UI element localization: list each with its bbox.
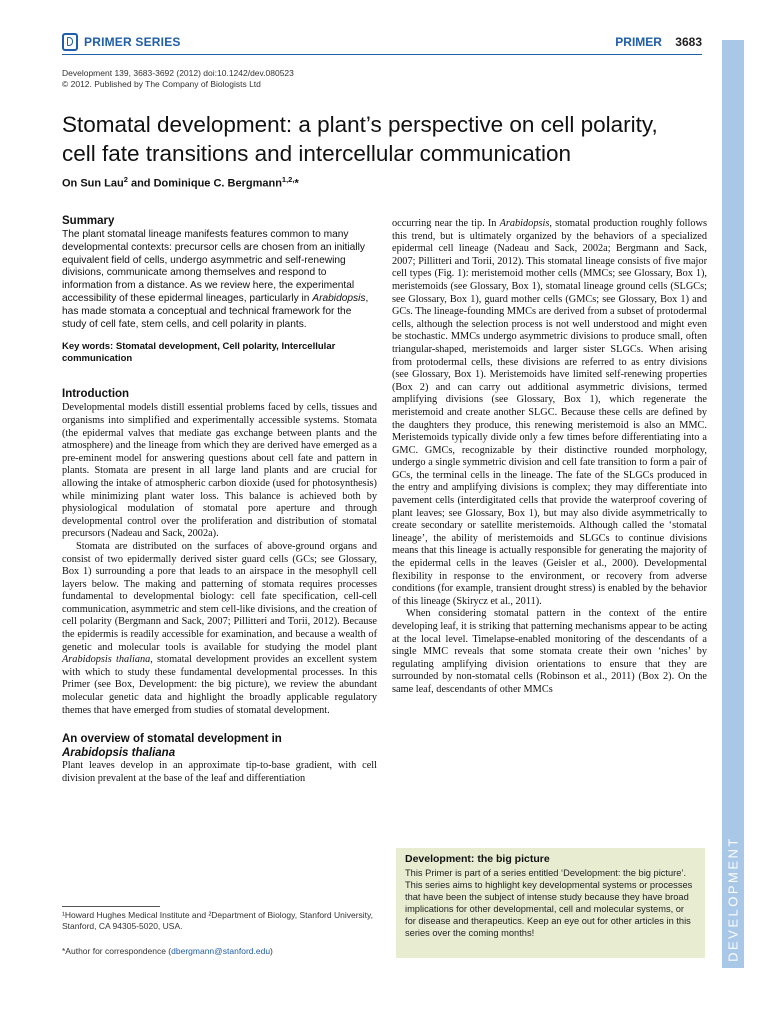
corresponding-star: * [294,177,299,190]
article-title [62,110,722,168]
citation [62,68,294,90]
citation-line-2: © 2012. Published by The Company of Biologists Ltd [62,79,261,89]
author-2-affiliation: 1,2, [281,175,295,184]
author-list [62,175,299,190]
summary-text-part: , has made stomata a conceptual and technical framework for the study of cell fate, stem cells, and cell polarity in plants. [62,292,369,330]
overview-heading [62,732,377,760]
summary-text [62,229,377,331]
footnote-rule [62,906,160,907]
series-name: PRIMER SERIES [84,35,181,49]
overview-paragraph-1: Plant leaves develop in an approximate tip-to-base gradient, with cell division prevalent at the base of the leaf and differentiation [62,760,377,784]
big-picture-box [396,848,705,958]
side-journal-label-text: DEVELOPMENT [725,836,741,962]
right-p1-species: Arabidopsis [499,218,550,229]
author-2: Dominique C. Bergmann [153,177,282,190]
side-band [722,40,744,968]
correspondence-suffix: ) [270,946,273,956]
primer-logo-icon [62,33,78,51]
introduction-paragraph-1: Developmental models distill essential problems faced by cells, tissues and organisms into simplified and experimentally accessible systems. Stomata (the epidermal valves that mediate gas exchange between plants and the atmosphere) and the lineage from which they are derived have emerged as a pre-eminent model for answering questions about cell fate and pattern in plants. Stomata are present in all large land plants and are crucial for allowing the intake of atmospheric carbon dioxide (used for photosynthesis) while minimizing plant water loss. This balance is achieved both by physiological modulation of stomatal pore aperture and through developmental control over the proliferation and distribution of stomatal precursors (Nadeau and Sack, 2002a). [62,402,377,540]
summary-text-species: Arabidopsis [312,292,366,304]
big-picture-title: Development: the big picture [405,853,550,865]
title-line-2: cell fate transitions and intercellular communication [62,141,571,166]
correspondence-footnote [62,946,273,957]
summary-heading: Summary [62,215,115,227]
introduction-paragraph-2 [62,541,377,717]
intro-p2-part: Stomata are distributed on the surfaces of above-ground organs and consist of two epidermally derived sister guard cells (GCs; see Glossary, Box 1) surrounding a pore that leads to an airspace in the mesophyll cell layers below. The making and patterning of stomata requires processes fundamental to developmental biology: cell fate specification, cell-cell communication, asymmetric and stem cell-like divisions, and the creation of cell polarity (Bergmann and Sack, 2007; Pillitteri and Torii, 2012). Because the epidermis is readily accessible for examination, and because a wealth of genetic and molecular tools is available for studying the model plant [62,540,377,653]
intro-p2-species: Arabidopsis thaliana [62,654,151,666]
right-p1-part: occurring near the tip. In [392,218,500,229]
big-picture-text: This Primer is part of a series entitled ‘Development: the big picture’. This series aims to highlight key developmental systems or processes that have been the subject of intense study because they have broad implications for other developmental, cell and molecular systems, or for disease and therapeutics. Keep an eye out for other articles in this series over the coming months! [405,868,693,938]
left-column [62,214,377,785]
correspondence-prefix: *Author for correspondence ( [62,946,172,956]
intro-p2-part: , stomatal development provides an excellent system with which to study these fundamental developmental processes. In this Primer (see Box, Development: the big picture), we review the abundant molecular genetic data and highlight the broadly applicable regulatory themes that have emerged from studies of stomatal development. [62,654,377,716]
title-line-1: Stomatal development: a plant’s perspective on cell polarity, [62,112,658,137]
page-number: 3683 [675,35,702,49]
right-paragraph-1 [392,218,707,608]
author-1: On Sun Lau [62,177,124,190]
author-1-affiliation: 2 [123,175,128,184]
section-label: PRIMER [615,35,662,49]
running-header [615,35,702,49]
summary-text-part: The plant stomatal lineage manifests features common to many developmental contexts: precursor cells are chosen from an initially equivalent field of cells, undergo asymmetric and self-renewing divisions, communicate among themselves and respond to information from a distance. As we review here, the experimental accessibility of these epidermal lineages, particularly in [62,229,365,304]
right-paragraph-2: When considering stomatal pattern in the context of the entire developing leaf, it is striking that patterning mechanisms appear to be acting at the local level. Timelapse-enabled monitoring of the descendants of a single MMC reveals that some stomata create their own ‘niches’ by regulating amplifying division orientations to ensure that they are surrounded by non-stomatal cells (Robinson et al., 2011) (Box 2). On the same leaf, descendants of other MMCs [392,608,707,695]
introduction-heading: Introduction [62,388,130,401]
right-column [392,218,707,697]
affiliation-footnote: ¹Howard Hughes Medical Institute and ²Department of Biology, Stanford University, Stanford, CA 94305-5020, USA. [62,910,374,931]
author-conjunction: and [127,177,154,190]
side-journal-label [722,830,744,968]
overview-heading-species: Arabidopsis thaliana [62,747,176,760]
correspondence-email-link[interactable]: dbergmann@stanford.edu [171,946,271,956]
keywords-label: Key words: [62,341,114,353]
right-p1-part: , stomatal production roughly follows this trend, but is ultimately organized by the behaviors of a specialized epidermal cell lineage (Nadeau and Sack, 2002a; Bergmann and Sack, 2007; Pillitteri and Torii, 2012). This stomatal lineage consists of five major cell types (Fig. 1): meristemoid mother cells (MMCs; see Glossary, Box 1), meristemoids (see Glossary, Box 1), stomatal lineage ground cells (SLGCs; see Glossary, Box 1), guard mother cells (GMCs; see Glossary, Box 1) and GCs. The lineage-founding MMCs are derived from a subset of protodermal cells, although the selection process is not well understood and might even be stochastic. MMCs undergo asymmetric divisions to produce small, often triangular-shaped, meristemoids and larger sister SLGCs. When arising from protodermal cells, these divisions are referred to as entry divisions (see Glossary, Box 1). Meristemoids have limited self-renewing properties (Box 2) and can carry out additional asymmetric divisions, termed amplifying divisions (see Glossary, Box 1), which regenerate the meristemoid and create another SLGC. Because these cells are defined by the daughters they produce, this renewing meristemoid is also an MMC. Meristemoids typically divide only a few times before differentiating into a GMC. GMCs, recognizable by their distinctive rounded morphology, undergo a single symmetric division and cell fate transition to form a pair of GCs, the terminal cells in the lineage. The fate of the SLGCs produced in the entry and amplifying divisions is complex; they may differentiate into pavement cells (interdigitated cells that provide the waterproof covering of plant leaves; see Glossary, Box 1), but may also divide asymmetrically to create secondary or satellite meristemoids. Although called the ‘stomatal lineage’, the ability of meristemoids and SLGCs to continue divisions means that this lineage is actually responsible for generating the majority of the epidermal cells in the leaves (Geisler et al., 2000). Developmental flexibility in response to the environment, or recovery from adverse conditions (for example, transient drought stress) is enabled by the behavior of this lineage (Skirycz et al., 2011). [392,218,707,607]
header-rule [62,54,702,55]
keywords [62,341,377,365]
overview-heading-line-1: An overview of stomatal development in [62,733,282,746]
citation-line-1: Development 139, 3683-3692 (2012) doi:10.1242/dev.080523 [62,68,294,78]
keywords-list: Stomatal development, Cell polarity, Intercellular communication [62,341,336,365]
